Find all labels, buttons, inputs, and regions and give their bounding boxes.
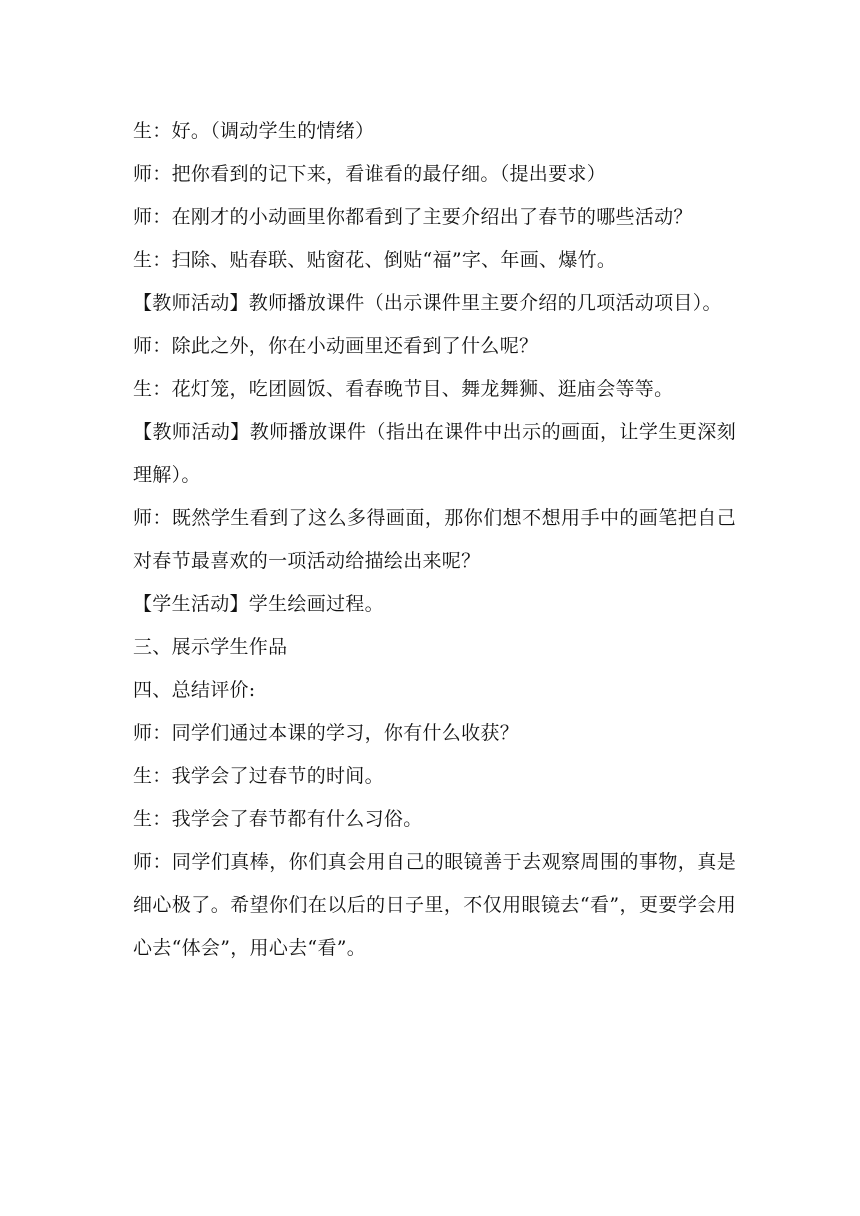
lesson-text <box>133 110 736 970</box>
paragraph: 生：花灯笼，吃团圆饭、看春晚节目、舞龙舞狮、逛庙会等等。 <box>133 378 674 400</box>
paragraph: 师：在刚才的小动画里你都看到了主要介绍出了春节的哪些活动？ <box>133 206 693 228</box>
paragraph: 生：我学会了春节都有什么习俗。 <box>133 808 423 830</box>
paragraph: 【学生活动】学生绘画过程。 <box>133 593 384 615</box>
section-heading: 四、总结评价: <box>133 679 256 701</box>
paragraph: 生：我学会了过春节的时间。 <box>133 765 384 787</box>
paragraph: 生：扫除、贴春联、贴窗花、倒贴“福”字、年画、爆竹。 <box>133 249 617 271</box>
paragraph: 师：同学们真棒，你们真会用自己的眼镜善于去观察周围的事物，真是细心极了。希望你们在以后的日子里，不仅用眼镜去“看”，更要学会用心去“体会”，用心去“看”。 <box>133 851 736 959</box>
paragraph: 师：既然学生看到了这么多得画面，那你们想不想用手中的画笔把自己对春节最喜欢的一项活动给描绘出来呢？ <box>133 507 736 572</box>
paragraph: 【教师活动】教师播放课件（指出在课件中出示的画面，让学生更深刻理解）。 <box>133 421 736 486</box>
paragraph: 师：同学们通过本课的学习，你有什么收获？ <box>133 722 520 744</box>
section-heading: 三、展示学生作品 <box>133 636 288 658</box>
paragraph: 【教师活动】教师播放课件（出示课件里主要介绍的几项活动项目）。 <box>133 292 722 314</box>
paragraph: 生：好。（调动学生的情绪） <box>133 120 375 142</box>
paragraph: 师：除此之外，你在小动画里还看到了什么呢？ <box>133 335 539 357</box>
paragraph: 师：把你看到的记下来，看谁看的最仔细。（提出要求） <box>133 163 607 185</box>
